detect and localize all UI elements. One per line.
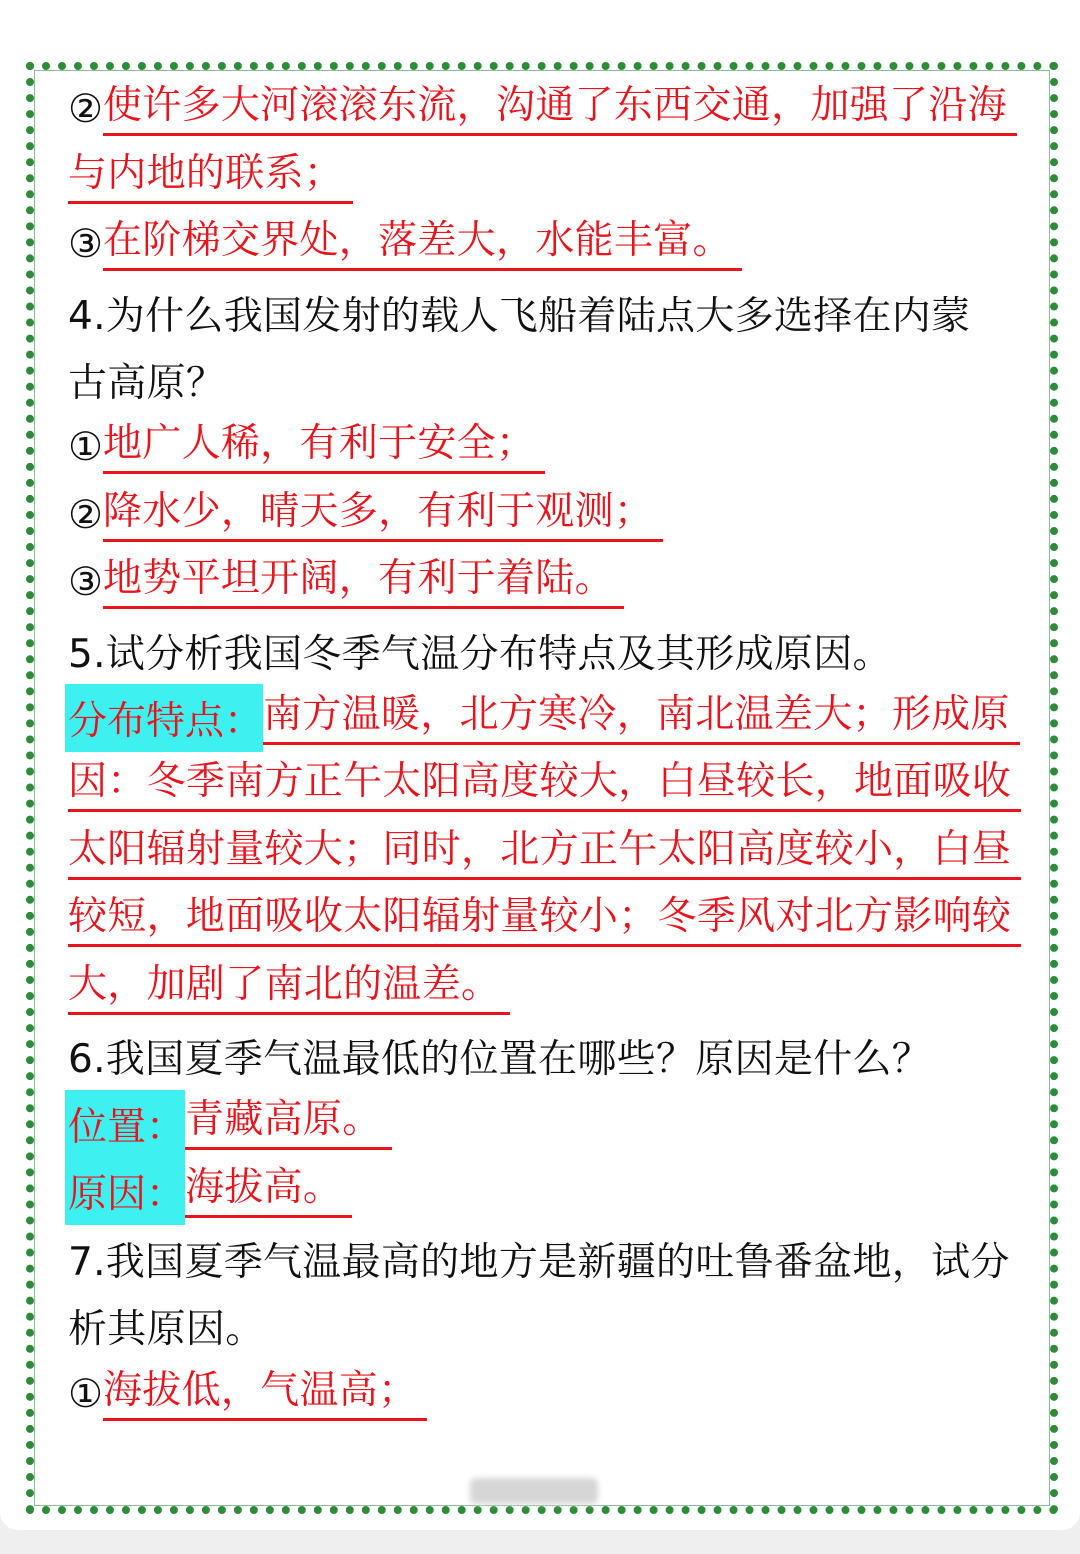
question-text: 7.我国夏季气温最高的地方是新疆的吐鲁番盆地，试分 <box>68 1239 1010 1285</box>
answer-marker: ① <box>68 425 103 471</box>
answer-marker: ① <box>68 1371 103 1417</box>
answer-line <box>68 684 1028 752</box>
answer-marker: ② <box>68 87 103 133</box>
answer-text: 与内地的联系； <box>68 151 353 204</box>
question-line <box>68 346 1028 414</box>
question-text: 析其原因。 <box>68 1307 265 1353</box>
answer-text: 使许多大河滚滚东流，沟通了东西交通，加强了沿海 <box>103 83 1017 136</box>
answer-text: 因：冬季南方正午太阳高度较大，白昼较长，地面吸收 <box>68 759 1021 812</box>
question-line <box>68 1022 1028 1090</box>
answer-text: 南方温暖，北方寒冷，南北温差大；形成原 <box>263 692 1020 745</box>
answer-marker: ③ <box>68 222 103 268</box>
question-text: 古高原？ <box>68 361 226 407</box>
blurred-footer-watermark <box>470 1478 598 1504</box>
answer-line <box>68 955 1028 1023</box>
answer-line <box>68 211 1028 279</box>
answer-line <box>68 414 1028 482</box>
answer-line <box>68 76 1028 144</box>
answer-text: 青藏高原。 <box>185 1097 392 1150</box>
answer-text: 海拔高。 <box>185 1165 352 1218</box>
answer-marker: ② <box>68 492 103 538</box>
question-line <box>68 617 1028 685</box>
answer-line <box>68 1090 1028 1158</box>
answer-text: 地势平坦开阔，有利于着陆。 <box>103 556 624 609</box>
answer-text: 降水少，晴天多，有利于观测； <box>103 489 663 542</box>
answer-line <box>68 752 1028 820</box>
answer-line <box>68 482 1028 550</box>
highlight-label: 原因： <box>65 1158 185 1226</box>
highlight-label: 位置： <box>65 1090 185 1158</box>
question-line <box>68 1225 1028 1293</box>
answer-line <box>68 1158 1028 1226</box>
answer-line <box>68 549 1028 617</box>
answer-line <box>68 1360 1028 1428</box>
question-line <box>68 279 1028 347</box>
answer-text: 太阳辐射量较大；同时，北方正午太阳高度较小，白昼 <box>68 827 1021 880</box>
answer-marker: ③ <box>68 560 103 606</box>
answer-line <box>68 887 1028 955</box>
highlight-label: 分布特点： <box>65 684 263 752</box>
answer-text: 大，加剧了南北的温差。 <box>68 962 510 1015</box>
answer-text: 地广人稀，有利于安全； <box>103 421 545 474</box>
answer-text: 海拔低，气温高； <box>103 1368 427 1421</box>
answer-text: 在阶梯交界处，落差大，水能丰富。 <box>103 218 742 271</box>
answer-line <box>68 820 1028 888</box>
answer-text: 较短，地面吸收太阳辐射量较小；冬季风对北方影响较 <box>68 894 1021 947</box>
question-text: 6.我国夏季气温最低的位置在哪些？原因是什么？ <box>68 1037 932 1083</box>
document-content <box>68 76 1028 1428</box>
question-line <box>68 1293 1028 1361</box>
question-text: 4.为什么我国发射的载人飞船着陆点大多选择在内蒙 <box>68 293 971 339</box>
answer-line <box>68 144 1028 212</box>
question-text: 5.试分析我国冬季气温分布特点及其形成原因。 <box>68 631 892 677</box>
